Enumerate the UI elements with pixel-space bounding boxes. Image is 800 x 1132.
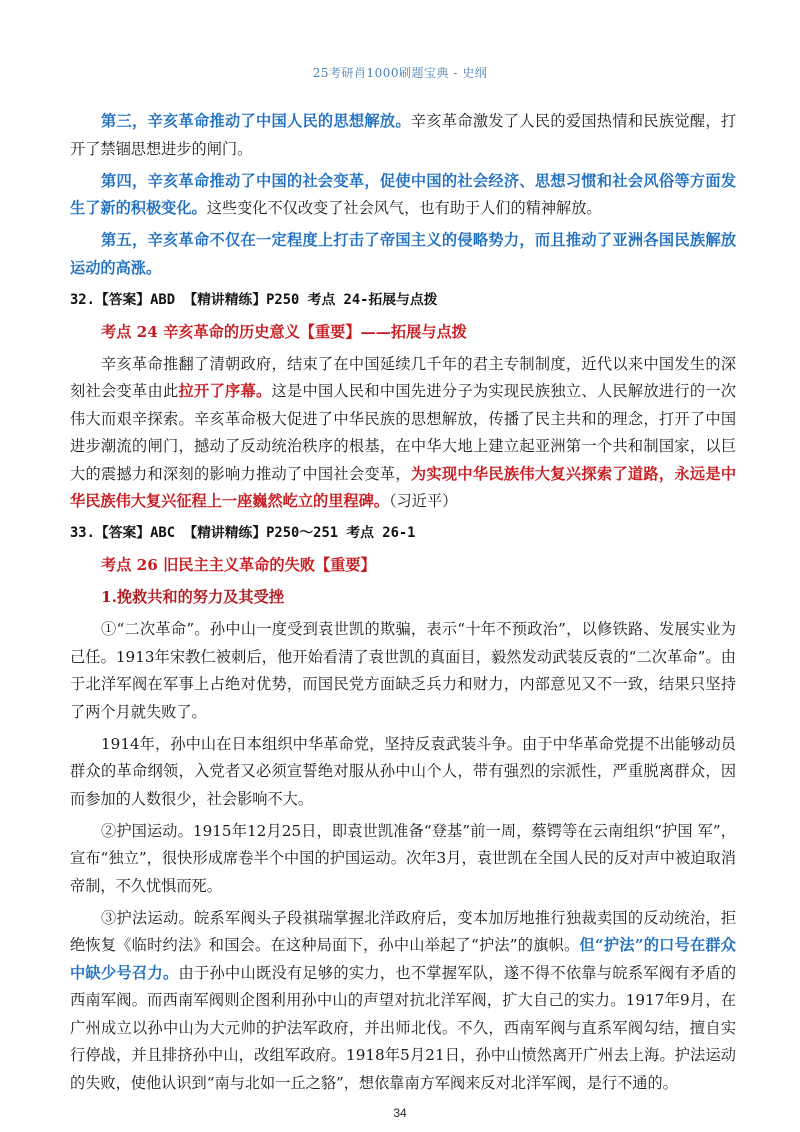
highlight-fifth: 第五，辛亥革命不仅在一定程度上打击了帝国主义的侵略势力，而且推动了亚洲各国民族解放运动的高涨。 [70,231,736,277]
answer-33: 33.【答案】ABC 【精讲精练】P250～251 考点 26-1 [70,525,416,541]
highlight-24-a: 拉开了序幕。 [178,382,272,400]
page-number: 34 [393,1106,407,1120]
paragraph-second-revolution: ①“二次革命”。孙中山一度受到袁世凯的欺骗，表示“十年不预政治”，以修铁路、发展实业为己任。1913年宋教仁被刺后，他开始看清了袁世凯的真面目，毅然发动武装反袁的“二次革命”。由于北洋军阀在军事上占绝对优势，而国民党方面缺乏兵力和财力，内部意见又不一致，结果只坚持了两个月就失败了。 [70,620,736,721]
highlight-fourth: 第四，辛亥革命推动了中国的社会变革，促使中国的社会经济、思想习惯和社会风俗等方面发生了新的积极变化。 [70,171,736,217]
answer-32: 32.【答案】ABD 【精讲精练】P250 考点 24-拓展与点拨 [70,291,438,308]
paragraph-fifth [70,227,736,282]
text-hufa-a: ③护法运动。皖系军阀头子段祺瑞掌握北洋政府后，变本加厉地推行独裁卖国的反动统治，拒绝恢复《临时约法》和国会。在这种局面下，孙中山举起了“护法”的旗帜。 [70,908,736,954]
paragraph-hufa [70,905,736,1098]
kaodian-26-title: 考点 26 旧民主主义革命的失败【重要】 [101,556,376,574]
highlight-hufa: 但“护法”的口号在群众中缺少号召力。 [70,936,736,982]
subsection-1-title: 1.挽救共和的努力及其受挫 [101,588,284,606]
paragraph-third [70,108,736,163]
paragraph-kaodian-24 [70,351,736,516]
paragraph-1914: 1914年，孙中山在日本组织中华革命党，坚持反袁武装斗争。由于中华革命党提不出能够动员群众的革命纲领，入党者又必须宣誓绝对服从孙中山个人，带有强烈的宗派性，严重脱离群众，因而参加的人数很少，社会影响不大。 [70,734,736,808]
page-content [70,108,736,1102]
highlight-third: 第三，辛亥革命推动了中国人民的思想解放。 [101,112,411,130]
text-fourth: 这些变化不仅改变了社会风气，也有助于人们的精神解放。 [206,199,602,217]
paragraph-fourth [70,168,736,223]
text-24-b: 这是中国人民和中国先进分子为实现民族独立、人民解放进行的一次伟大而艰辛探索。辛亥革命极大促进了中华民族的思想解放，传播了民主共和的理念，打开了中国进步潮流的闸门，撼动了反动统治秩序的根基，在中华大地上建立起亚洲第一个共和制国家，以巨大的震撼力和深刻的影响力推动了中国社会变革， [70,382,737,483]
text-24-a: 辛亥革命推翻了清朝政府，结束了在中国延续几千年的君主专制制度，近代以来中国发生的深刻社会变革由此 [70,354,736,400]
kaodian-24-title: 考点 24 辛亥革命的历史意义【重要】——拓展与点拨 [101,322,467,341]
highlight-24-b: 为实现中华民族伟大复兴探索了道路，永远是中华民族伟大复兴征程上一座巍然屹立的里程碑。 [70,464,737,510]
page-header: 25考研肖1000刷题宝典 - 史纲 [312,66,488,80]
text-24-c: （习近平） [388,492,458,510]
text-hufa-b: 由于孙中山既没有足够的实力，也不掌握军队，遂不得不依靠与皖系军阀有矛盾的西南军阀。而西南军阀则企图利用孙中山的声望对抗北洋军阀，扩大自己的实力。1917年9月，在广州成立以孙中山为大元帅的护法军政府，并出师北伐。不久，西南军阀与直系军阀勾结，擅自实行停战，并且排挤孙中山，改组军政府。1918年5月21日，孙中山愤然离开广州去上海。护法运动的失败，使他认识到“南与北如一丘之貉”，想依靠南方军阀来反对北洋军阀，是行不通的。 [70,963,737,1092]
text-third: 辛亥革命激发了人民的爱国热情和民族觉醒，打开了禁锢思想进步的闸门。 [70,112,737,158]
paragraph-huguo: ②护国运动。1915年12月25日，即袁世凯准备“登基”前一周，蔡锷等在云南组织“护国 军”，宣布“独立”，很快形成席卷半个中国的护国运动。次年3月，袁世凯在全国人民的反对声中被迫取消帝制，不久忧惧而死。 [70,821,736,895]
